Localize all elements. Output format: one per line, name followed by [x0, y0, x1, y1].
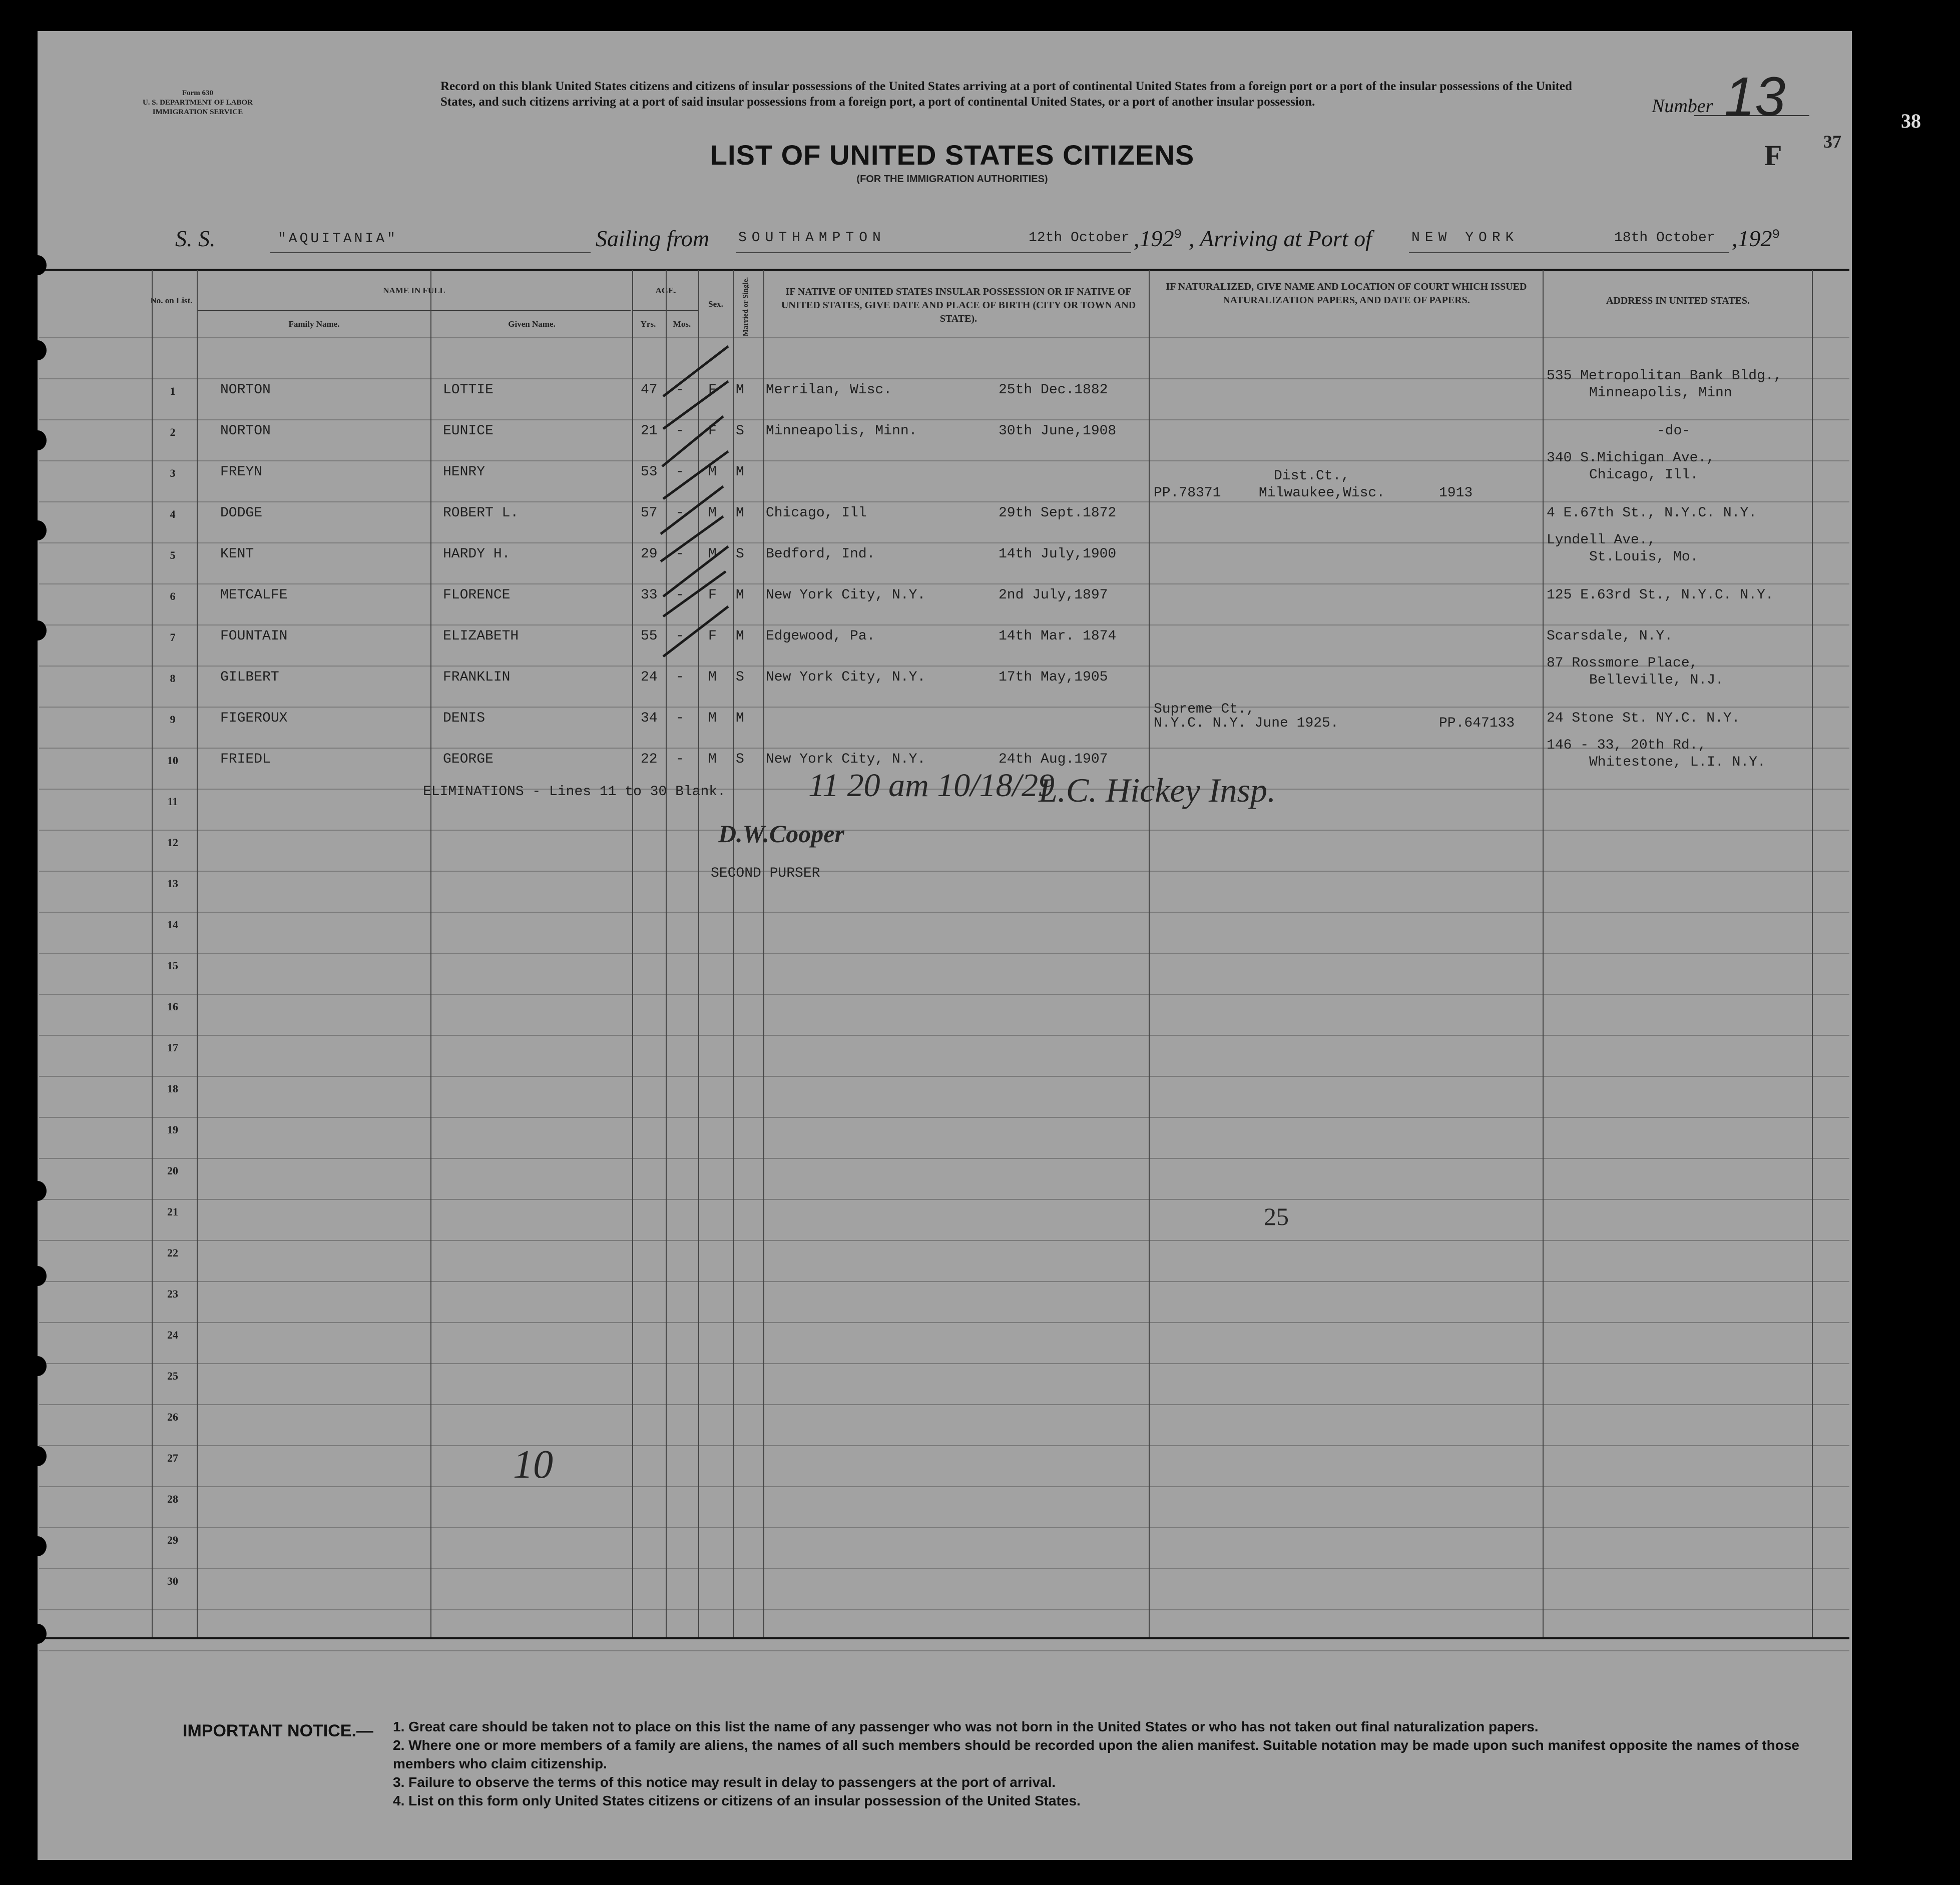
inspector-signature: L.C. Hickey Insp. — [1039, 771, 1276, 809]
binder-hole — [29, 1624, 47, 1644]
address-line: 125 E.63rd St., N.Y.C. N.Y. — [1547, 587, 1774, 603]
arrive-year: ,192$^9$ — [1732, 226, 1780, 251]
binder-hole — [29, 1536, 47, 1556]
column-rule — [197, 270, 198, 1637]
sex: M — [708, 711, 717, 726]
row-number: 9 — [170, 713, 176, 726]
purser-signature: D.W.Cooper — [718, 820, 844, 848]
arrive-underline — [1409, 252, 1729, 253]
notice-item: 3. Failure to observe the terms of this notice may result in delay to passengers at the port of arrival. — [393, 1774, 1056, 1790]
page-number-37: 37 — [1823, 132, 1841, 152]
row-number: 14 — [167, 918, 178, 931]
row-number: 19 — [167, 1123, 178, 1136]
family-name: NORTON — [220, 382, 271, 398]
row-number: 22 — [167, 1246, 178, 1259]
marital-status: S — [736, 670, 744, 685]
row-number: 29 — [167, 1534, 178, 1546]
row-number: 8 — [170, 672, 176, 685]
address-line: Lyndell Ave., — [1547, 532, 1656, 548]
naturalization-papers: PP.78371 — [1154, 485, 1221, 501]
notice-item: 1. Great care should be taken not to place on this list the name of any passenger who was not born in the United States or who has not taken out final naturalization papers. — [393, 1719, 1539, 1734]
birth-date: 17th May,1905 — [999, 670, 1108, 685]
row-rule — [39, 1281, 1849, 1282]
naturalization-location: Milwaukee,Wisc. — [1259, 485, 1385, 501]
birth-place: Bedford, Ind. — [766, 546, 875, 562]
family-name: FIGEROUX — [220, 711, 288, 726]
row-number: 15 — [167, 959, 178, 972]
given-name: ROBERT L. — [443, 505, 519, 521]
sex: M — [708, 670, 717, 685]
row-rule — [39, 1568, 1849, 1569]
arriving-label: , Arriving at Port of — [1189, 226, 1372, 251]
ship-underline — [270, 252, 591, 253]
age-months: - — [676, 587, 684, 603]
row-rule — [39, 1486, 1849, 1487]
age-years: 33 — [641, 587, 658, 603]
row-rule — [39, 624, 1849, 625]
address-line: Minneapolis, Minn — [1589, 385, 1732, 401]
header-address: ADDRESS IN UNITED STATES. — [1606, 295, 1750, 306]
row-number: 5 — [170, 549, 176, 561]
birth-date: 14th Mar. 1874 — [999, 629, 1117, 644]
given-name: HARDY H. — [443, 546, 511, 562]
page-title: LIST OF UNITED STATES CITIZENS — [710, 139, 1195, 171]
form-id: Form 630 U. S. DEPARTMENT OF LABOR IMMIGRATION SERVICE — [142, 89, 253, 116]
row-number: 16 — [167, 1000, 178, 1013]
row-number: 7 — [170, 631, 176, 644]
binder-hole — [29, 1266, 47, 1286]
marital-status: S — [736, 423, 744, 439]
family-name: KENT — [220, 546, 254, 562]
given-name: HENRY — [443, 464, 485, 480]
notice-label: IMPORTANT NOTICE.— — [183, 1721, 373, 1740]
row-rule — [39, 419, 1849, 420]
row-number: 3 — [170, 467, 176, 479]
column-rule — [1149, 270, 1150, 1637]
from-port: SOUTHAMPTON — [738, 230, 886, 246]
sail-underline — [736, 252, 1131, 253]
birth-place: Chicago, Ill — [766, 505, 867, 521]
birth-place: Edgewood, Pa. — [766, 629, 875, 644]
header-name: NAME IN FULL — [383, 286, 445, 295]
marital-status: S — [736, 752, 744, 767]
birth-place: Minneapolis, Minn. — [766, 423, 917, 439]
age-years: 53 — [641, 464, 658, 480]
row-rule — [39, 1158, 1849, 1159]
birth-place: New York City, N.Y. — [766, 752, 926, 767]
header-age: AGE. — [655, 286, 676, 295]
row-number: 28 — [167, 1493, 178, 1505]
birth-date: 14th July,1900 — [999, 546, 1117, 562]
family-name: FRIEDL — [220, 752, 271, 767]
row-rule — [39, 1363, 1849, 1364]
row-number: 18 — [167, 1082, 178, 1095]
family-name: FREYN — [220, 464, 263, 480]
given-name: ELIZABETH — [443, 629, 519, 644]
address-line: St.Louis, Mo. — [1589, 549, 1699, 565]
header-no: No. on List. — [150, 296, 193, 305]
corner-mark: F — [1764, 139, 1782, 172]
given-name: FRANKLIN — [443, 670, 511, 685]
row-number: 12 — [167, 836, 178, 849]
address-line: 87 Rossmore Place, — [1547, 656, 1698, 671]
header-birth: IF NATIVE OF UNITED STATES INSULAR POSSESSION OR IF NATIVE OF UNITED STATES, GIVE DATE AND PLACE OF BIRTH (CITY OR TOWN AND STATE). — [781, 286, 1136, 324]
sex: F — [708, 382, 717, 398]
age-years: 55 — [641, 629, 658, 644]
age-years: 24 — [641, 670, 658, 685]
naturalization-location: N.Y.C. N.Y. June 1925. — [1154, 716, 1339, 731]
stamp-25: 25 — [1264, 1202, 1289, 1230]
page-subtitle: (FOR THE IMMIGRATION AUTHORITIES) — [856, 174, 1048, 185]
naturalization-year: 1913 — [1439, 485, 1473, 501]
row-rule — [39, 1035, 1849, 1036]
family-name: GILBERT — [220, 670, 279, 685]
row-rule — [39, 994, 1849, 995]
row-rule — [39, 501, 1849, 502]
header-naturalized: IF NATURALIZED, GIVE NAME AND LOCATION OF COURT WHICH ISSUED NATURALIZATION PAPERS, AND DATE OF PAPERS. — [1166, 281, 1527, 306]
sex: M — [708, 752, 717, 767]
marital-status: M — [736, 587, 744, 603]
header-yrs: Yrs. — [640, 319, 656, 329]
header-family: Family Name. — [288, 319, 340, 329]
row-rule — [39, 1199, 1849, 1200]
row-number: 21 — [167, 1205, 178, 1218]
age-years: 57 — [641, 505, 658, 521]
row-rule — [39, 1240, 1849, 1241]
given-name: LOTTIE — [443, 382, 494, 398]
header-mos: Mos. — [673, 319, 691, 329]
age-months: - — [676, 629, 684, 644]
table-top-rule — [39, 269, 1849, 271]
ss-label: S. S. — [175, 226, 216, 251]
age-years: 34 — [641, 711, 658, 726]
row-rule — [39, 1322, 1849, 1323]
row-number: 20 — [167, 1164, 178, 1177]
row-number: 1 — [170, 385, 176, 397]
to-port: NEW YORK — [1411, 230, 1519, 246]
age-months: - — [676, 423, 684, 439]
family-name: DODGE — [220, 505, 263, 521]
birth-place: Merrilan, Wisc. — [766, 382, 892, 398]
binder-hole — [29, 430, 47, 450]
address-line: Belleville, N.J. — [1589, 673, 1724, 688]
address-line: 340 S.Michigan Ave., — [1547, 450, 1715, 466]
age-months: - — [676, 382, 684, 398]
row-rule — [39, 583, 1849, 584]
age-months: - — [676, 546, 684, 562]
table-bottom-rule — [39, 1637, 1849, 1639]
row-rule — [39, 1076, 1849, 1077]
column-rule — [1812, 270, 1813, 1637]
row-number: 13 — [167, 877, 178, 890]
age-years: 47 — [641, 382, 658, 398]
naturalization-papers: PP.647133 — [1439, 716, 1515, 731]
marital-status: M — [736, 505, 744, 521]
marital-status: M — [736, 711, 744, 726]
header-married: Married or Single. — [742, 277, 750, 337]
naturalization-court: Dist.Ct., — [1274, 468, 1350, 484]
row-rule — [39, 337, 1849, 338]
binder-hole — [29, 340, 47, 360]
manifest-sheet — [38, 31, 1852, 1860]
row-number: 26 — [167, 1411, 178, 1423]
age-months: - — [676, 670, 684, 685]
address-line: Scarsdale, N.Y. — [1547, 629, 1673, 644]
binder-hole — [29, 620, 47, 641]
ship-name: "AQUITANIA" — [278, 231, 398, 247]
marital-status: M — [736, 629, 744, 644]
marital-status: M — [736, 464, 744, 480]
count-10: 10 — [513, 1443, 553, 1487]
inspection-time: 11 20 am 10/18/29 — [808, 767, 1055, 804]
row-rule — [39, 1404, 1849, 1405]
address-line: 146 - 33, 20th Rd., — [1547, 738, 1707, 753]
page-number-38: 38 — [1901, 110, 1921, 132]
binder-hole — [29, 520, 47, 540]
row-number: 23 — [167, 1288, 178, 1300]
marital-status: S — [736, 546, 744, 562]
family-name: NORTON — [220, 423, 271, 439]
age-months: - — [676, 464, 684, 480]
number-value: 13 — [1724, 66, 1786, 128]
birth-date: 25th Dec.1882 — [999, 382, 1108, 398]
birth-date: 29th Sept.1872 — [999, 505, 1117, 521]
row-number: 24 — [167, 1329, 178, 1341]
row-number: 30 — [167, 1575, 178, 1587]
row-number: 2 — [170, 426, 176, 438]
family-name: METCALFE — [220, 587, 288, 603]
column-rule — [763, 270, 764, 1637]
age-months: - — [676, 711, 684, 726]
given-name: FLORENCE — [443, 587, 511, 603]
family-name: FOUNTAIN — [220, 629, 288, 644]
age-years: 21 — [641, 423, 658, 439]
birth-place: New York City, N.Y. — [766, 587, 926, 603]
birth-date: 2nd July,1897 — [999, 587, 1108, 603]
header-given: Given Name. — [508, 319, 556, 329]
age-months: - — [676, 752, 684, 767]
naturalization-court: Supreme Ct., — [1154, 702, 1255, 717]
sailing-label: Sailing from — [596, 226, 710, 251]
age-months: - — [676, 505, 684, 521]
sail-year: ,192$^9$ — [1134, 226, 1182, 251]
birth-place: New York City, N.Y. — [766, 670, 926, 685]
row-number: 10 — [167, 754, 178, 767]
row-rule — [39, 1445, 1849, 1446]
address-line: Chicago, Ill. — [1589, 467, 1699, 483]
row-rule — [39, 953, 1849, 954]
row-rule — [39, 830, 1849, 831]
binder-hole — [29, 1181, 47, 1201]
marital-status: M — [736, 382, 744, 398]
row-rule — [39, 1527, 1849, 1528]
notice-item: 4. List on this form only United States citizens or citizens of an insular possession of the United States. — [393, 1793, 1081, 1808]
row-number: 11 — [167, 795, 178, 808]
sex: F — [708, 587, 717, 603]
row-rule — [39, 871, 1849, 872]
address-line: 4 E.67th St., N.Y.C. N.Y. — [1547, 505, 1757, 521]
check-marks — [653, 336, 743, 737]
address-line: Whitestone, L.I. N.Y. — [1589, 755, 1766, 770]
header-name-rule — [198, 310, 631, 311]
sex: F — [708, 423, 717, 439]
address-line: 535 Metropolitan Bank Bldg., — [1547, 368, 1782, 384]
address-line: 24 Stone St. NY.C. N.Y. — [1547, 711, 1740, 726]
row-number: 25 — [167, 1370, 178, 1382]
given-name: EUNICE — [443, 423, 494, 439]
birth-date: 24th Aug.1907 — [999, 752, 1108, 767]
row-number: 27 — [167, 1452, 178, 1464]
binder-hole — [29, 1356, 47, 1376]
row-number: 4 — [170, 508, 176, 520]
sex: M — [708, 546, 717, 562]
row-rule — [39, 912, 1849, 913]
row-rule — [39, 1650, 1849, 1651]
sex: M — [708, 505, 717, 521]
column-rule — [430, 270, 431, 1637]
binder-hole — [29, 1446, 47, 1466]
form-instructions: Record on this blank United States citizens and citizens of insular possessions of the United States arriving at a port of continental United States from a foreign port or a port of the insular possessions of the United States, and such citizens arriving at a port of said insular possessions from a foreign port, a port of continental United States, or a port of another insular possession. — [440, 80, 1572, 109]
header-sex: Sex. — [708, 299, 723, 309]
age-years: 29 — [641, 546, 658, 562]
birth-date: 30th June,1908 — [999, 423, 1117, 439]
given-name: DENIS — [443, 711, 485, 726]
column-rule — [632, 270, 633, 1637]
sex: M — [708, 464, 717, 480]
age-years: 22 — [641, 752, 658, 767]
given-name: GEORGE — [443, 752, 494, 767]
address-line: -do- — [1657, 423, 1691, 439]
row-number: 17 — [167, 1041, 178, 1054]
arrive-date: 18th October — [1614, 230, 1715, 246]
column-rule — [1543, 270, 1544, 1637]
number-label: Number — [1652, 96, 1713, 117]
row-rule — [39, 707, 1849, 708]
purser-label: SECOND PURSER — [711, 866, 820, 881]
row-rule — [39, 1117, 1849, 1118]
row-rule — [39, 1609, 1849, 1610]
row-number: 6 — [170, 590, 176, 602]
eliminations-note: ELIMINATIONS - Lines 11 to 30 Blank. — [423, 784, 726, 800]
binder-hole — [29, 255, 47, 275]
notice-item: 2. Where one or more members of a family are aliens, the names of all such members should be recorded upon the alien manifest. Suitable notation may be made upon such manifest opposite the names of those members who claim citizenship. — [393, 1737, 1799, 1771]
sex: F — [708, 629, 717, 644]
sail-date: 12th October — [1029, 230, 1130, 246]
